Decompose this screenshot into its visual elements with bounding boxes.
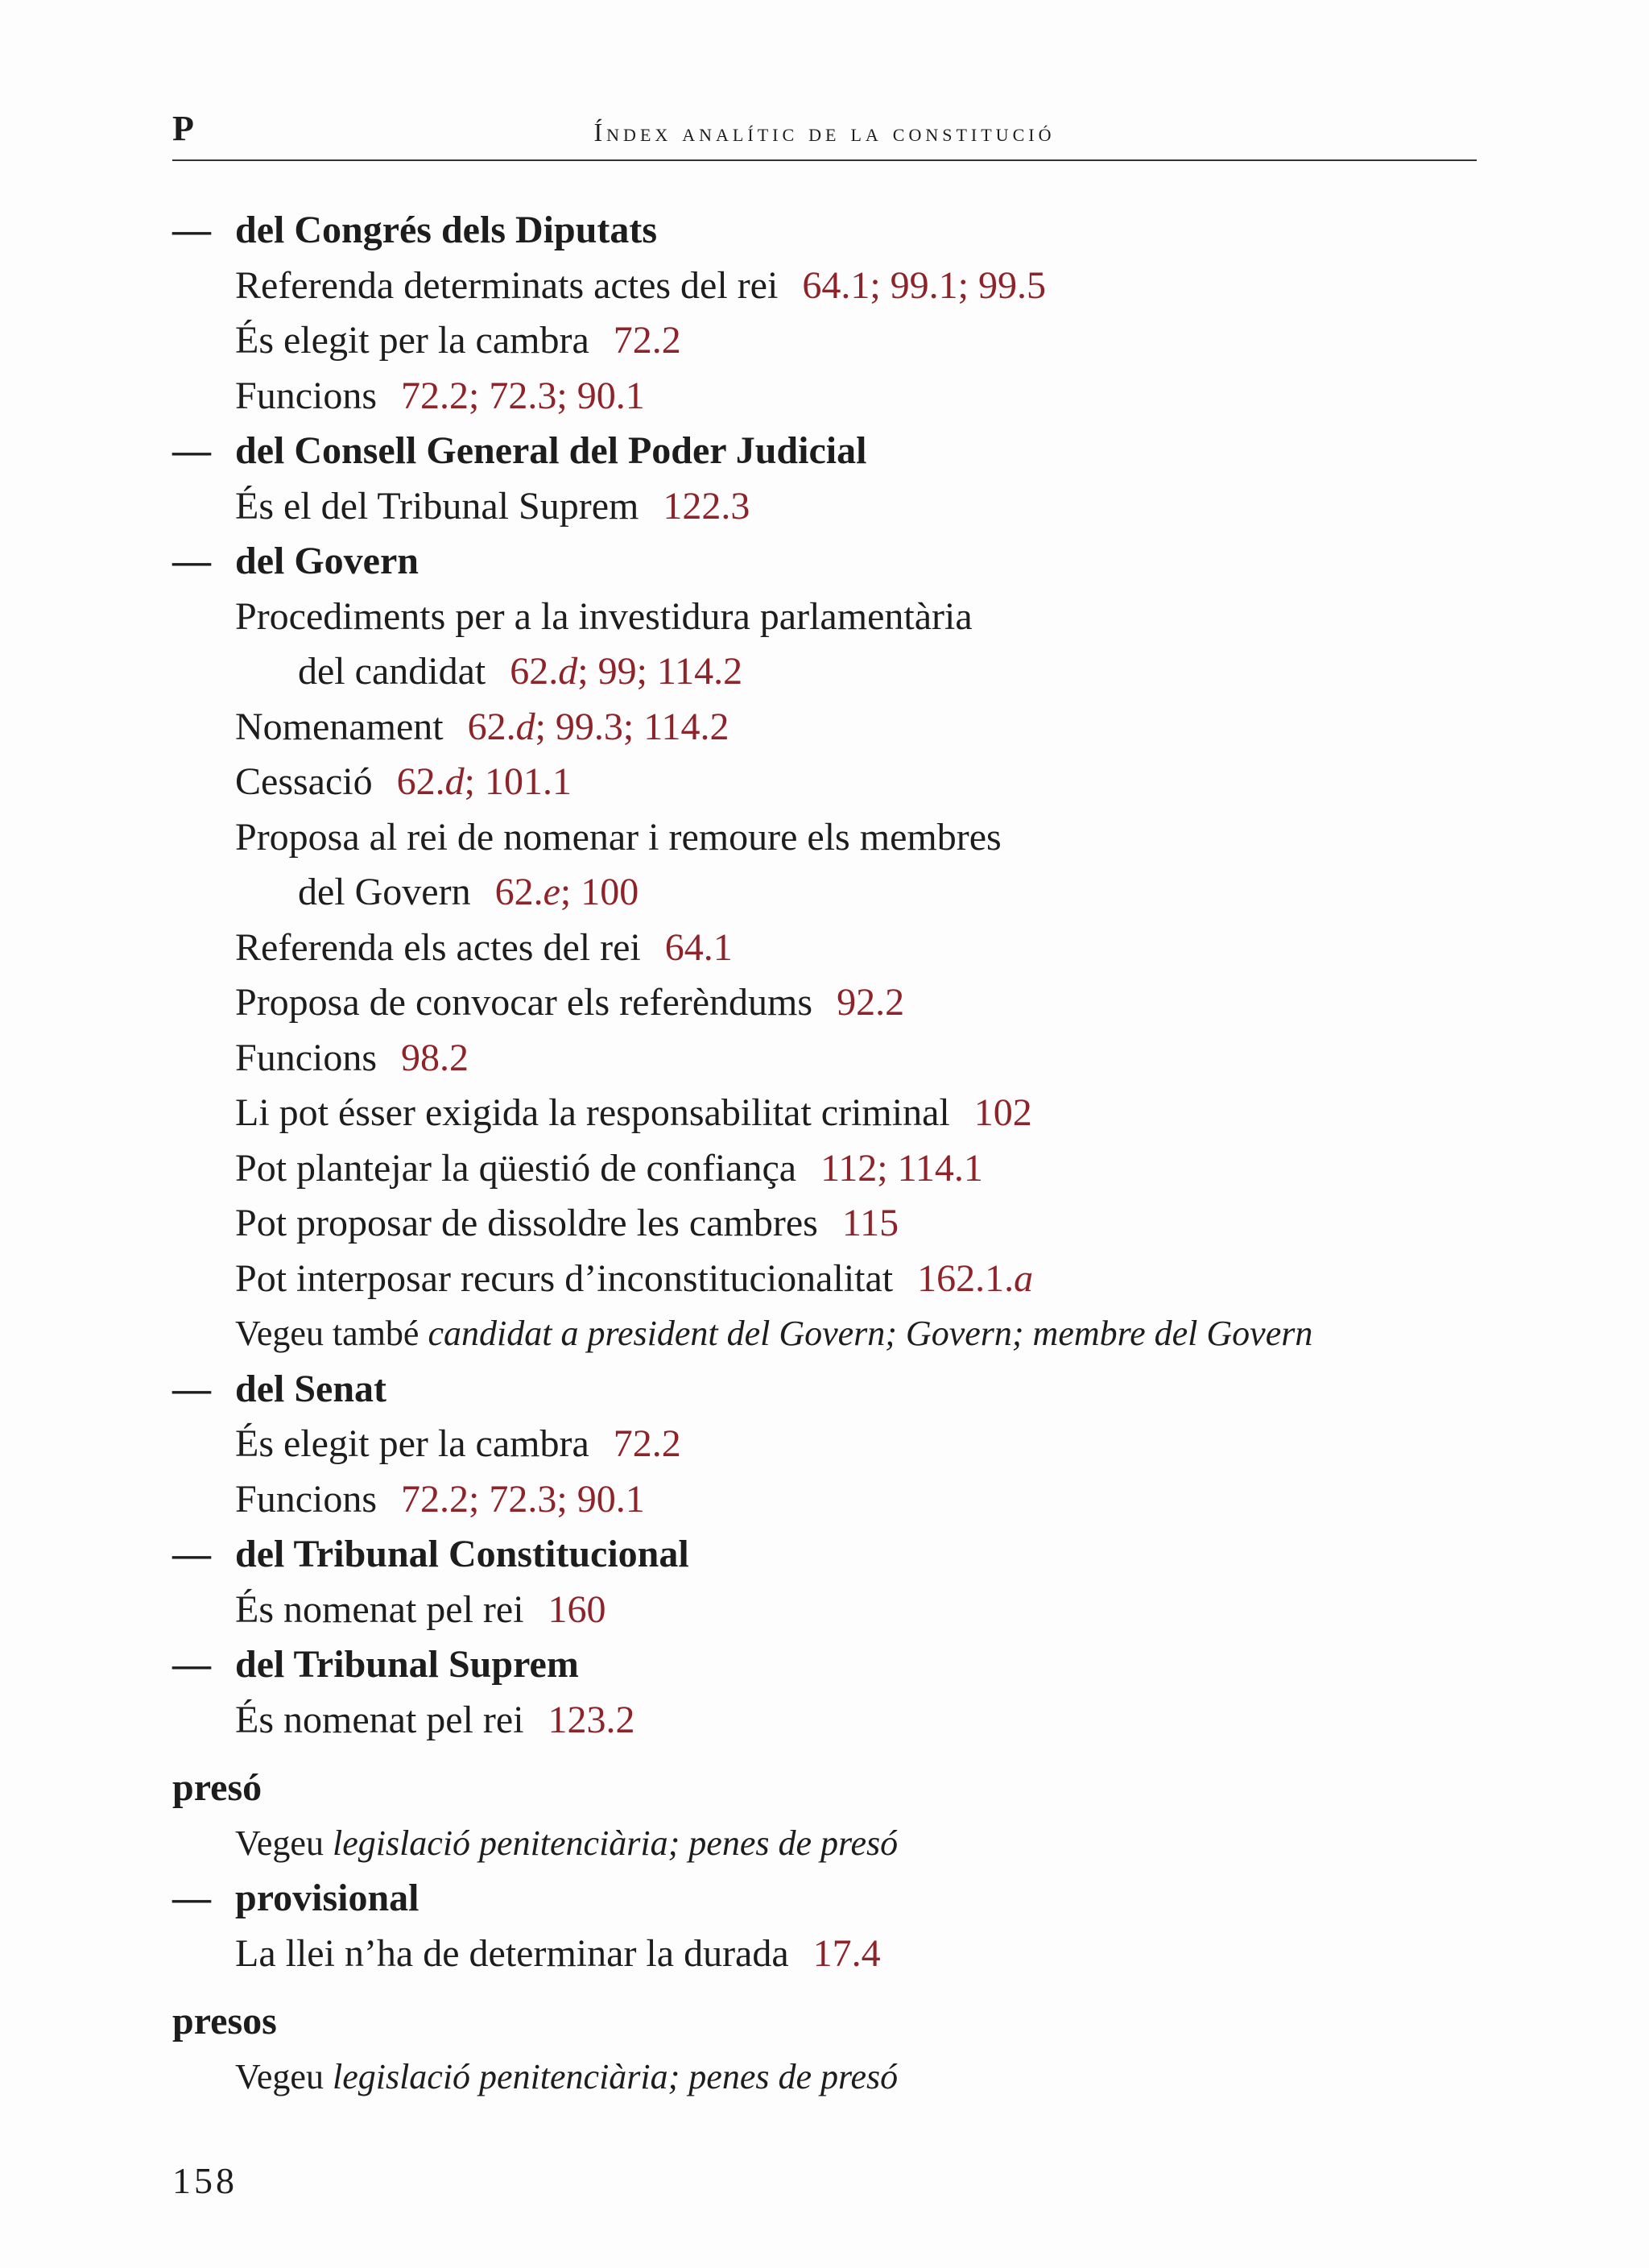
index-subentry (172, 534, 1493, 590)
see-label: Vegeu també (235, 1314, 419, 1353)
index-headword (172, 1994, 1493, 2050)
index-subentry (172, 1871, 1493, 1927)
em-dash: — (172, 540, 211, 582)
article-reference[interactable]: 62.e; 100 (494, 871, 639, 913)
line-text: Nomenament (235, 705, 444, 748)
index-line-continuation (172, 865, 1493, 921)
line-text: És nomenat pel rei (235, 1698, 524, 1741)
index-subentry (172, 424, 1493, 479)
article-reference[interactable]: 62.d; 101.1 (396, 760, 572, 803)
subentry-term: del Consell General del Poder Judicial (235, 429, 867, 472)
index-line (172, 1196, 1493, 1252)
page-number: 158 (172, 2160, 238, 2201)
article-reference[interactable]: 72.2 (613, 319, 681, 362)
line-text: Proposa al rei de nomenar i remoure els membres (235, 815, 1002, 859)
see-label: Vegeu (235, 2056, 324, 2096)
article-reference[interactable]: 112; 114.1 (820, 1146, 983, 1190)
index-line (172, 1417, 1493, 1472)
line-text: Pot plantejar la qüestió de confiança (235, 1146, 797, 1190)
index-subentry (172, 1637, 1493, 1693)
index-line (172, 1472, 1493, 1528)
line-text: Referenda determinats actes del rei (235, 263, 779, 307)
article-reference[interactable]: 72.2 (613, 1422, 681, 1465)
subentry-term: del Senat (235, 1367, 387, 1410)
line-text: Funcions (235, 1477, 378, 1521)
index-line (172, 810, 1493, 866)
index-line (172, 1693, 1493, 1749)
article-reference[interactable]: 64.1 (664, 925, 733, 969)
line-text: Pot proposar de dissoldre les cambres (235, 1202, 818, 1244)
see-also-reference (172, 1306, 1493, 1362)
article-reference[interactable]: 72.2; 72.3; 90.1 (401, 1477, 645, 1521)
line-text: del candidat (298, 650, 486, 693)
line-text: Li pot ésser exigida la responsabilitat criminal (235, 1091, 950, 1134)
article-reference[interactable]: 17.4 (812, 1931, 881, 1975)
see-also-reference (172, 1816, 1493, 1872)
article-reference[interactable]: 62.d; 99; 114.2 (510, 650, 743, 693)
index-line (172, 921, 1493, 976)
line-text: La llei n’ha de determinar la durada (235, 1931, 789, 1975)
article-reference[interactable]: 72.2; 72.3; 90.1 (401, 374, 645, 417)
line-text: Funcions (235, 374, 378, 417)
headword-term: presó (172, 1766, 262, 1809)
line-text: del Govern (298, 871, 471, 913)
article-reference[interactable]: 115 (841, 1202, 899, 1244)
line-text: Proposa de convocar els referèndums (235, 981, 813, 1024)
index-entries (172, 203, 1493, 2105)
line-text: És nomenat pel rei (235, 1587, 524, 1631)
subentry-term: del Govern (235, 540, 419, 582)
subentry-term: del Congrés dels Diputats (235, 209, 658, 251)
index-line (172, 1927, 1493, 1982)
index-headword (172, 1761, 1493, 1816)
see-also-reference (172, 2050, 1493, 2105)
article-reference[interactable]: 160 (548, 1587, 606, 1631)
article-reference[interactable]: 102 (973, 1091, 1032, 1134)
index-line (172, 479, 1493, 535)
index-line (172, 1141, 1493, 1197)
line-text: Funcions (235, 1036, 378, 1079)
index-line (172, 1031, 1493, 1086)
article-reference[interactable]: 98.2 (401, 1036, 469, 1079)
article-reference[interactable]: 92.2 (837, 981, 905, 1024)
em-dash: — (172, 1643, 211, 1686)
index-subentry (172, 1527, 1493, 1583)
see-target: legislació penitenciària; penes de presó (332, 1823, 899, 1863)
running-header (172, 103, 1477, 161)
subentry-term: del Tribunal Suprem (235, 1643, 579, 1686)
article-reference[interactable]: 122.3 (663, 484, 750, 528)
article-reference[interactable]: 123.2 (548, 1698, 635, 1741)
line-text: És elegit per la cambra (235, 1422, 589, 1465)
em-dash: — (172, 1533, 211, 1575)
index-line (172, 700, 1493, 755)
line-text: Procediments per a la investidura parlamentària (235, 594, 973, 638)
index-line (172, 259, 1493, 314)
line-text: És el del Tribunal Suprem (235, 484, 639, 528)
em-dash: — (172, 1877, 211, 1919)
line-text: Pot interposar recurs d’inconstitucionalitat (235, 1256, 894, 1300)
em-dash: — (172, 429, 211, 472)
line-text: Cessació (235, 760, 373, 803)
section-letter: P (172, 109, 194, 148)
line-text: És elegit per la cambra (235, 319, 589, 362)
index-line (172, 975, 1493, 1031)
index-subentry (172, 1362, 1493, 1418)
running-title: Índex analític de la constitució (593, 118, 1056, 147)
headword-term: presos (172, 2000, 277, 2042)
subentry-term: provisional (235, 1877, 419, 1919)
index-line (172, 369, 1493, 424)
line-text: Referenda els actes del rei (235, 925, 641, 969)
index-line (172, 1252, 1493, 1307)
index-line (172, 590, 1493, 645)
see-label: Vegeu (235, 1823, 324, 1863)
index-line-continuation (172, 644, 1493, 700)
article-reference[interactable]: 162.1.a (917, 1256, 1034, 1300)
index-line (172, 313, 1493, 369)
see-target: legislació penitenciària; penes de presó (332, 2056, 899, 2096)
article-reference[interactable]: 62.d; 99.3; 114.2 (467, 705, 729, 748)
em-dash: — (172, 209, 211, 251)
index-line (172, 755, 1493, 810)
em-dash: — (172, 1367, 211, 1410)
index-line (172, 1086, 1493, 1141)
index-line (172, 1583, 1493, 1638)
index-subentry (172, 203, 1493, 259)
see-target: candidat a president del Govern; Govern; membre del Govern (428, 1314, 1313, 1353)
article-reference[interactable]: 64.1; 99.1; 99.5 (802, 263, 1046, 307)
subentry-term: del Tribunal Constitucional (235, 1533, 689, 1575)
